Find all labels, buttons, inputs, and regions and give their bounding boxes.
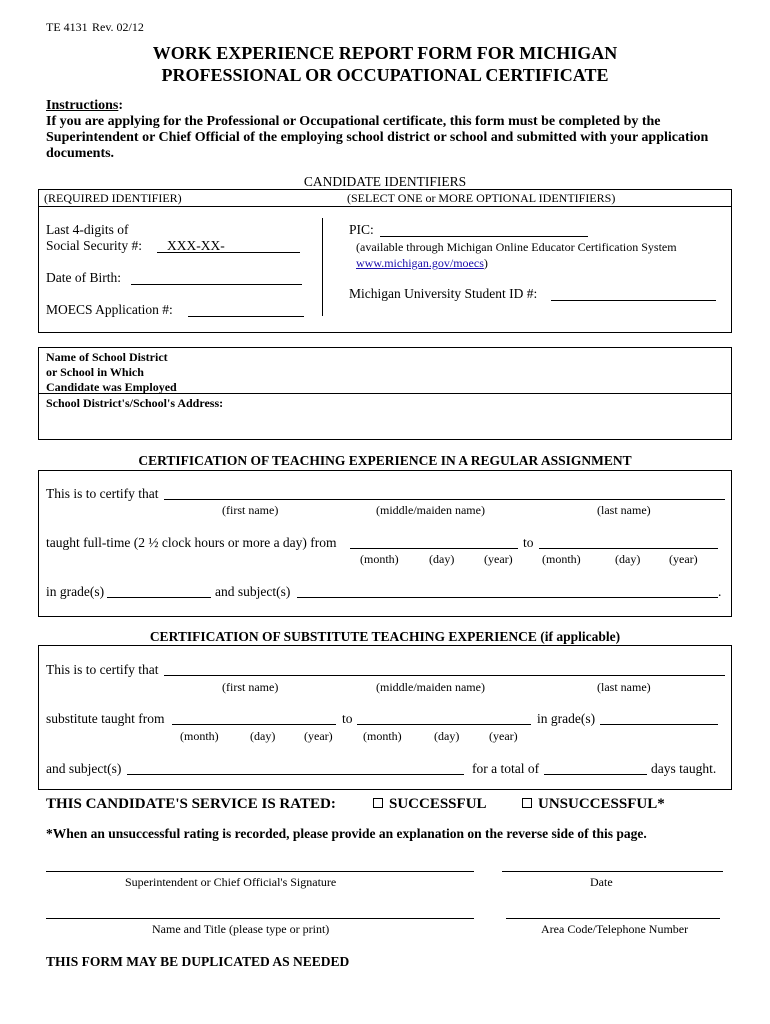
candidate-column-divider [322,218,323,316]
signature-field[interactable] [46,871,474,872]
candidate-identifiers-heading: CANDIDATE IDENTIFIERS [303,174,467,189]
school-divider [39,393,731,394]
page-title-line1: WORK EXPERIENCE REPORT FORM FOR MICHIGAN [152,43,618,63]
phone-field[interactable] [506,918,720,919]
candidate-header-divider [39,206,731,207]
regular-to-month-caption: (month) [542,552,581,566]
unsuccessful-note: *When an unsuccessful rating is recorded, please provide an explanation on the reverse side of this page. [46,826,647,841]
substitute-last-name-caption: (last name) [597,680,651,694]
signature-caption: Superintendent or Chief Official's Signature [125,875,337,889]
pic-note: (available through Michigan Online Educator Certification System [356,240,677,254]
successful-checkbox[interactable] [373,798,383,808]
regular-from-year-caption: (year) [484,552,513,566]
dob-label: Date of Birth: [46,270,121,285]
substitute-grades-label: in grade(s) [537,711,596,726]
moecs-field[interactable] [188,316,304,317]
substitute-name-field[interactable] [164,675,725,676]
pic-field[interactable] [380,236,588,237]
substitute-middle-name-caption: (middle/maiden name) [376,680,485,694]
substitute-to-day-caption: (day) [434,729,460,743]
moecs-label: MOECS Application #: [46,302,173,317]
instructions-heading: Instructions: [46,98,124,113]
required-identifier-header: (REQUIRED IDENTIFIER) [44,191,182,205]
substitute-from-date-field[interactable] [172,724,336,725]
substitute-subjects-field[interactable] [127,774,464,775]
duplication-note: THIS FORM MAY BE DUPLICATED AS NEEDED [46,954,350,969]
pic-label: PIC: [349,222,374,237]
substitute-to-label: to [342,711,353,726]
regular-from-month-caption: (month) [360,552,399,566]
substitute-taught-label: substitute taught from [46,711,165,726]
substitute-from-month-caption: (month) [180,729,219,743]
substitute-total-days-field[interactable] [544,774,647,775]
regular-to-day-caption: (day) [615,552,641,566]
substitute-to-month-caption: (month) [363,729,402,743]
substitute-heading: CERTIFICATION OF SUBSTITUTE TEACHING EXPERIENCE (if applicable) [149,629,621,644]
school-address-label: School District's/School's Address: [46,396,224,410]
name-title-caption: Name and Title (please type or print) [152,922,330,936]
ssn-field[interactable] [157,252,300,253]
dob-field[interactable] [131,284,302,285]
substitute-total-label: for a total of [472,761,540,776]
regular-first-name-caption: (first name) [222,503,279,517]
regular-grades-label: in grade(s) [46,584,105,599]
phone-caption: Area Code/Telephone Number [541,922,689,936]
substitute-from-year-caption: (year) [304,729,333,743]
regular-last-name-caption: (last name) [597,503,651,517]
substitute-from-day-caption: (day) [250,729,276,743]
regular-assignment-heading: CERTIFICATION OF TEACHING EXPERIENCE IN A REGULAR ASSIGNMENT [138,453,632,468]
unsuccessful-checkbox[interactable] [522,798,532,808]
substitute-grades-field[interactable] [600,724,718,725]
ssn-label-line1: Last 4-digits of [46,222,129,237]
unsuccessful-label: UNSUCCESSFUL* [538,796,665,812]
optional-identifiers-header: (SELECT ONE or MORE OPTIONAL IDENTIFIERS) [347,191,616,205]
substitute-days-label: days taught. [651,761,717,776]
form-number: TE 4131 [46,20,88,34]
regular-name-field[interactable] [164,499,725,500]
school-name-label-line3: Candidate was Employed [46,380,177,394]
name-title-field[interactable] [46,918,474,919]
substitute-to-date-field[interactable] [357,724,531,725]
instructions-text-line3: documents. [46,146,115,161]
regular-taught-label: taught full-time (2 ½ clock hours or more a day) from [46,535,337,550]
instructions-text-line2: Superintendent or Chief Official of the employing school district or school and submitted with your application [46,130,709,145]
pic-link-line: www.michigan.gov/moecs) [356,256,488,270]
school-name-label-line2: or School in Which [46,365,144,379]
regular-to-label: to [523,535,534,550]
regular-to-date-field[interactable] [539,548,718,549]
regular-certify-label: This is to certify that [46,486,159,501]
page-title-line2: PROFESSIONAL OR OCCUPATIONAL CERTIFICATE [161,65,609,85]
date-field[interactable] [502,871,723,872]
regular-from-date-field[interactable] [350,548,518,549]
regular-grades-field[interactable] [107,597,211,598]
moecs-link[interactable]: www.michigan.gov/moecs [356,256,484,270]
service-rated-label: THIS CANDIDATE'S SERVICE IS RATED: [46,796,336,812]
regular-subjects-label: and subject(s) [215,584,291,599]
student-id-label: Michigan University Student ID #: [349,286,538,301]
revision-date: Rev. 02/12 [92,20,144,34]
date-caption: Date [590,875,613,889]
substitute-subjects-label: and subject(s) [46,761,122,776]
regular-middle-name-caption: (middle/maiden name) [376,503,485,517]
ssn-value: XXX-XX- [167,238,225,253]
successful-label: SUCCESSFUL [389,796,487,812]
school-name-label-line1: Name of School District [46,350,168,364]
ssn-label-line2: Social Security #: [46,238,142,253]
substitute-to-year-caption: (year) [489,729,518,743]
substitute-first-name-caption: (first name) [222,680,279,694]
regular-from-day-caption: (day) [429,552,455,566]
substitute-certify-label: This is to certify that [46,662,159,677]
regular-to-year-caption: (year) [669,552,698,566]
regular-period: . [718,584,722,599]
regular-subjects-field[interactable] [297,597,718,598]
student-id-field[interactable] [551,300,716,301]
instructions-text-line1: If you are applying for the Professional or Occupational certificate, this form must be completed by the [46,114,661,129]
